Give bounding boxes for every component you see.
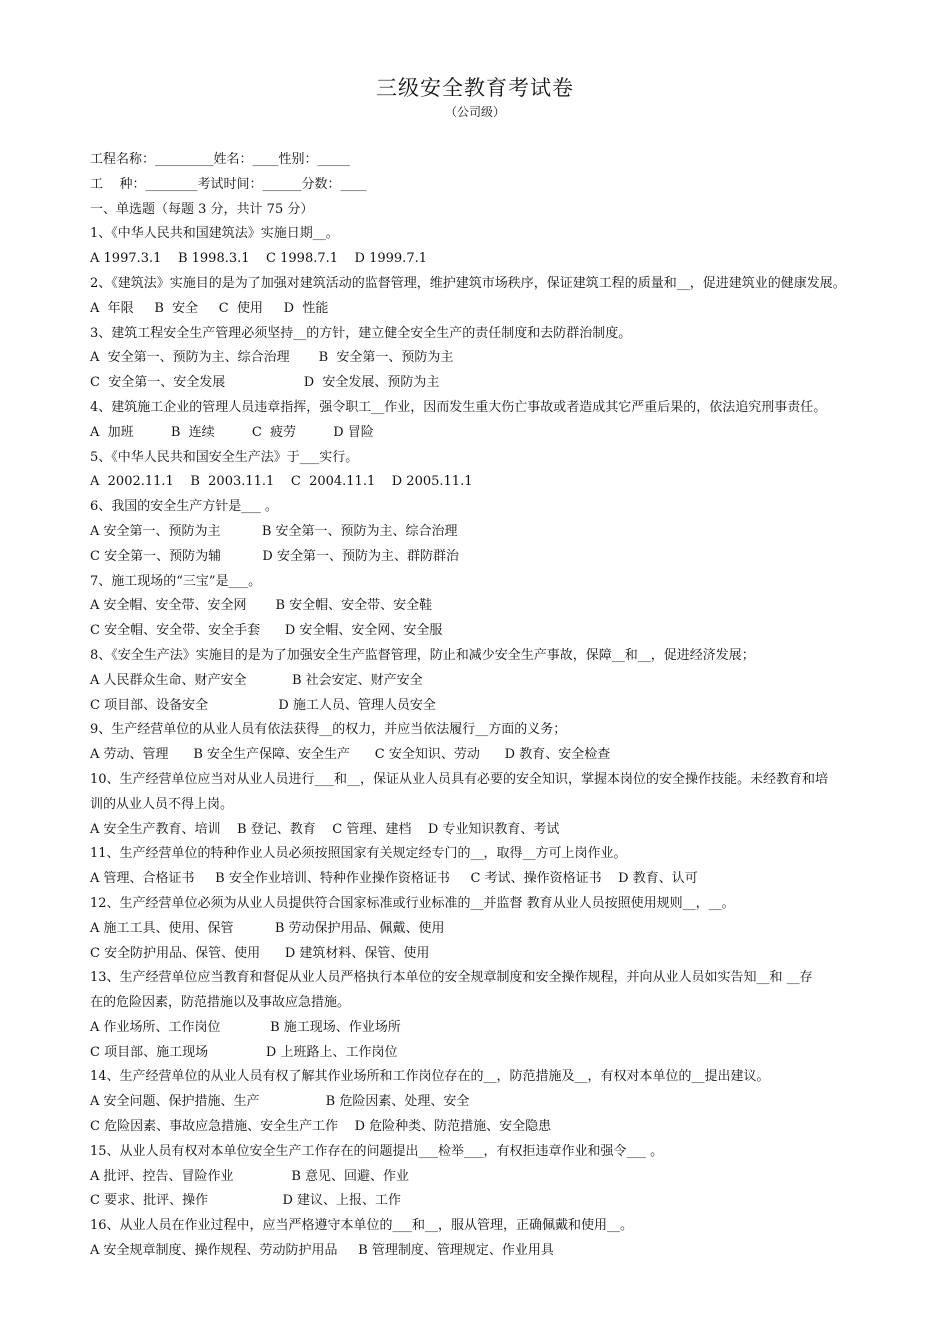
exam-line: 12、生产经营单位必须为从业人员提供符合国家标准或行业标准的__并监督 教育从业人员按照使用规则__，__。 xyxy=(90,895,735,911)
exam-line: C 危险因素、事故应急措施、安全生产工作 D 危险种类、防范措施、安全隐患 xyxy=(90,1119,552,1135)
exam-line: 4、建筑施工企业的管理人员违章指挥，强令职工__作业，因而发生重大伤亡事故或者造成其它严重后果的，依法追究刑事责任。 xyxy=(90,399,827,415)
exam-title: 三级安全教育考试卷 xyxy=(376,76,574,100)
exam-line: A 作业场所、工作岗位 B 施工现场、作业场所 xyxy=(90,1019,401,1035)
exam-line: 在的危险因素，防范措施以及事故应急措施。 xyxy=(90,995,351,1011)
exam-line: 7、施工现场的“三宝”是___。 xyxy=(90,573,262,589)
exam-line: A 加班 B 连续 C 疲劳 D 冒险 xyxy=(90,424,374,440)
exam-line: 5、《中华人民共和国安全生产法》于___实行。 xyxy=(90,449,359,465)
exam-line: A 安全规章制度、操作规程、劳动防护用品 B 管理制度、管理规定、作业用具 xyxy=(90,1243,554,1259)
exam-line: C 项目部、设备安全 D 施工人员、管理人员安全 xyxy=(90,697,436,713)
exam-line: 9、生产经营单位的从业人员有依法获得__的权力，并应当依法履行__方面的义务； xyxy=(90,722,567,738)
exam-line: C 安全第一、预防为辅 D 安全第一、预防为主、群防群治 xyxy=(90,548,459,564)
exam-line: C 项目部、施工现场 D 上班路上、工作岗位 xyxy=(90,1044,398,1060)
exam-line: A 人民群众生命、财产安全 B 社会安定、财产安全 xyxy=(90,672,423,688)
exam-line: A 安全第一、预防为主、综合治理 B 安全第一、预防为主 xyxy=(90,350,454,366)
exam-line: C 要求、批评、操作 D 建议、上报、工作 xyxy=(90,1193,402,1209)
exam-line: 6、我国的安全生产方针是___ 。 xyxy=(90,499,278,515)
exam-line: 13、生产经营单位应当教育和督促从业人员严格执行本单位的安全规章制度和安全操作规程，并向从业人员如实告知__和 __存 xyxy=(90,970,813,986)
exam-line: 工程名称：_________姓名：____性别：_____ xyxy=(90,152,351,167)
exam-line: 14、生产经营单位的从业人员有权了解其作业场所和工作岗位存在的__，防范措施及__，有权对本单位的__提出建议。 xyxy=(90,1069,770,1085)
exam-line: C 安全帽、安全带、安全手套 D 安全帽、安全网、安全服 xyxy=(90,623,443,639)
exam-line: 8、《安全生产法》实施目的是为了加强安全生产监督管理，防止和减少安全生产事故，保障__和__，促进经济发展； xyxy=(90,647,755,663)
exam-line: C 安全防护用品、保管、使用 D 建筑材料、保管、使用 xyxy=(90,945,430,961)
exam-line: A 安全帽、安全带、安全网 B 安全帽、安全带、安全鞋 xyxy=(90,598,433,614)
exam-line: 训的从业人员不得上岗。 xyxy=(90,796,234,812)
exam-line: A 年限 B 安全 C 使用 D 性能 xyxy=(90,300,329,316)
exam-line: A 安全生产教育、培训 B 登记、教育 C 管理、建档 D 专业知识教育、考试 xyxy=(90,821,560,837)
exam-subtitle: （公司级） xyxy=(444,105,505,119)
exam-line: 1、《中华人民共和国建筑法》实施日期__。 xyxy=(90,226,339,242)
exam-line: A 2002.11.1 B 2003.11.1 C 2004.11.1 D 2005.11.1 xyxy=(90,474,473,490)
exam-line: 工 种：________考试时间：______分数：____ xyxy=(90,176,367,192)
exam-body xyxy=(90,148,910,1264)
exam-line: A 安全问题、保护措施、生产 B 危险因素、处理、安全 xyxy=(90,1094,470,1110)
exam-line: 一、单选题（每题 3 分，共计 75 分） xyxy=(90,201,314,217)
exam-line: A 批评、控告、冒险作业 B 意见、回避、作业 xyxy=(90,1168,410,1184)
exam-line: 11、生产经营单位的特种作业人员必须按照国家有关规定经专门的__，取得__方可上岗作业。 xyxy=(90,846,627,862)
exam-line: 2、《建筑法》实施目的是为了加强对建筑活动的监督管理，维护建筑市场秩序，保证建筑工程的质量和__，促进建筑业的健康发展。 xyxy=(90,275,846,291)
exam-line: 10、生产经营单位应当对从业人员进行___和__，保证从业人员具有必要的安全知识，掌握本岗位的安全操作技能。未经教育和培 xyxy=(90,771,829,787)
exam-line: A 安全第一、预防为主 B 安全第一、预防为主、综合治理 xyxy=(90,523,458,539)
exam-line: A 施工工具、使用、保管 B 劳动保护用品、佩戴、使用 xyxy=(90,920,445,936)
exam-line: A 劳动、管理 B 安全生产保障、安全生产 C 安全知识、劳动 D 教育、安全检查 xyxy=(90,747,611,763)
exam-line: A 管理、合格证书 B 安全作业培训、特种作业操作资格证书 C 考试、操作资格证书 D 教育、认可 xyxy=(90,871,698,887)
exam-line: C 安全第一、安全发展 D 安全发展、预防为主 xyxy=(90,375,440,391)
exam-line: 3、建筑工程安全生产管理必须坚持__的方针，建立健全安全生产的责任制度和去防群治制度。 xyxy=(90,325,632,341)
exam-line: 15、从业人员有权对本单位安全生产工作存在的问题提出___检举___，有权拒违章作业和强令___ 。 xyxy=(90,1143,664,1159)
exam-line: A 1997.3.1 B 1998.3.1 C 1998.7.1 D 1999.7.1 xyxy=(90,251,427,267)
exam-line: 16、从业人员在作业过程中，应当严格遵守本单位的___和__，服从管理，正确佩戴和使用__。 xyxy=(90,1218,634,1234)
